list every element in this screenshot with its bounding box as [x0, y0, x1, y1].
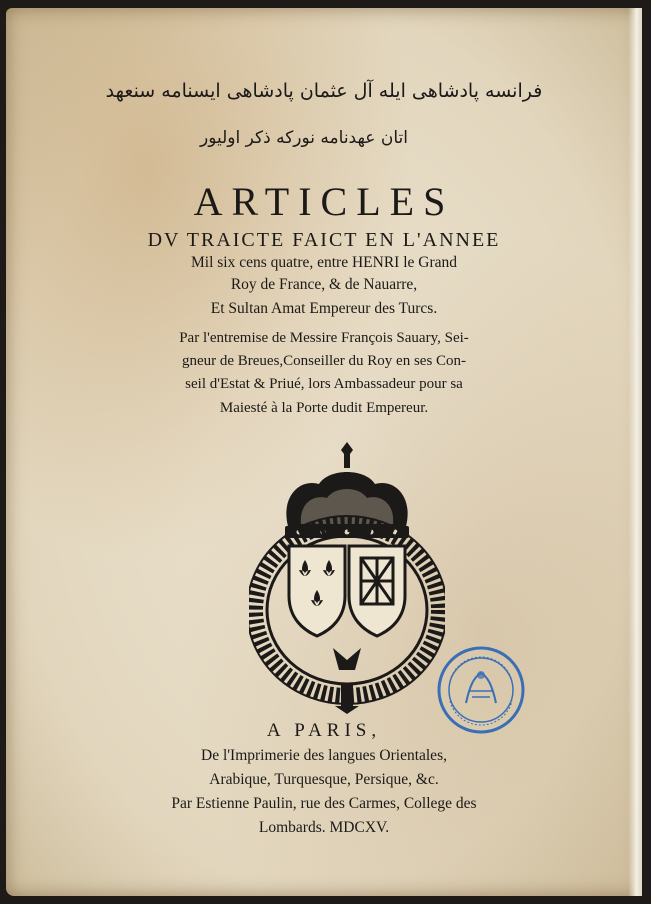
imprint-line-4: Lombards. MDCXV. — [258, 819, 390, 836]
title-line-4: Et Sultan Amat Empereur des Turcs. — [210, 300, 438, 317]
royal-coat-of-arms-icon — [249, 438, 445, 716]
arabic-title-line-1: فرانسه پادشاهی ایله آل عثمان پادشاهی ایسنامه سنعهد — [105, 80, 543, 102]
title-line-5: Par l'entremise de Messire François Sauary, Sei- — [179, 330, 469, 346]
title-page-leaf — [6, 8, 642, 896]
title-line-1: DV TRAICTE FAICT EN L'ANNEE — [147, 229, 501, 251]
book-title: ARTICLES — [193, 179, 455, 224]
imprint-line-3: Par Estienne Paulin, rue des Carmes, College des — [171, 795, 477, 812]
title-line-6: gneur de Breues,Conseiller du Roy en ses Con- — [181, 353, 467, 369]
imprint-line-2: Arabique, Turquesque, Persique, &c. — [209, 771, 439, 788]
imprint-line-1: De l'Imprimerie des langues Orientales, — [201, 747, 447, 764]
arabic-title-line-2: اتان عهدنامه نورکه ذکر اولیور — [200, 128, 408, 148]
title-line-7: seil d'Estat & Priué, lors Ambassadeur pour sa — [185, 376, 463, 392]
title-line-3: Roy de France, & de Nauarre, — [230, 276, 418, 293]
publication-place: A PARIS, — [266, 720, 382, 741]
title-line-8: Maiesté à la Porte dudit Empereur. — [219, 400, 429, 416]
title-line-2: Mil six cens quatre, entre HENRI le Grand — [190, 254, 457, 271]
